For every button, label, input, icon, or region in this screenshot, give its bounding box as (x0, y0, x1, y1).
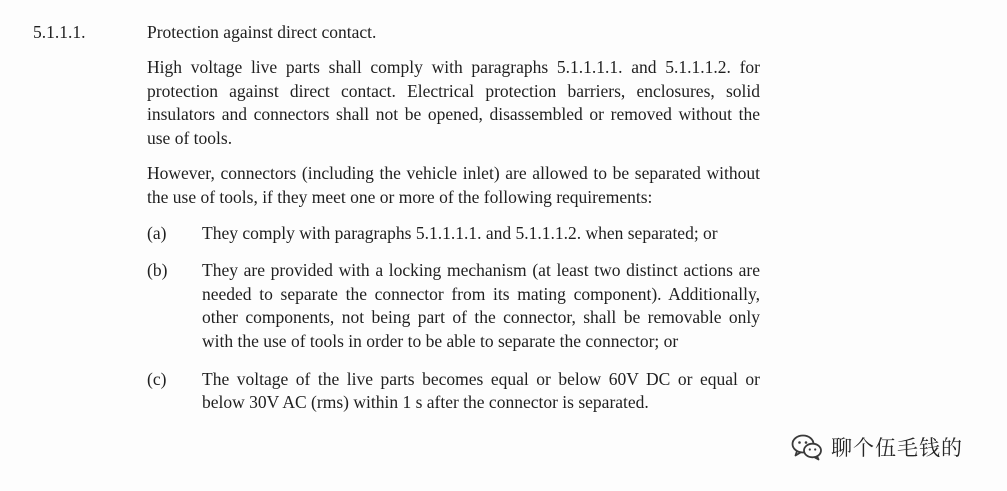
list-item (147, 368, 760, 415)
paragraph-connectors-exception: However, connectors (including the vehicle inlet) are allowed to be separated without the use of tools, if they meet one or more of the following requirements: (147, 163, 760, 207)
section-heading: Protection against direct contact. (147, 22, 377, 42)
list-item-text: The voltage of the live parts becomes equal or below 60V DC or equal or below 30V AC (rms) within 1 s after the connector is separated. (202, 368, 760, 413)
list-item-letter: (b) (147, 260, 168, 281)
list-item-text: They comply with paragraphs 5.1.1.1.1. and 5.1.1.1.2. when separated; or (202, 222, 718, 243)
list-item-letter: (a) (147, 222, 167, 243)
list-item (147, 259, 760, 353)
list-item-text: They are provided with a locking mechanism (at least two distinct actions are needed to separate the connector from its mating component). Additionally, other components, not being part of the connector, shall be removable only with the use of tools in order to be able to separate the connector; or (202, 260, 760, 351)
section-number: 5.1.1.1. (33, 22, 86, 42)
list-item (147, 222, 760, 246)
watermark-text: 聊个伍毛钱的 (831, 436, 963, 460)
list-item-letter: (c) (147, 368, 167, 389)
paragraph-requirements-intro: High voltage live parts shall comply with paragraphs 5.1.1.1.1. and 5.1.1.1.2. for protection against direct contact. Electrical protection barriers, enclosures, solid insulators and connectors shall not be opened, disassembled or removed without the use of tools. (147, 57, 760, 148)
wechat-icon (791, 433, 823, 461)
section-body (147, 20, 760, 429)
requirements-list (147, 222, 760, 415)
wechat-watermark (791, 430, 963, 464)
